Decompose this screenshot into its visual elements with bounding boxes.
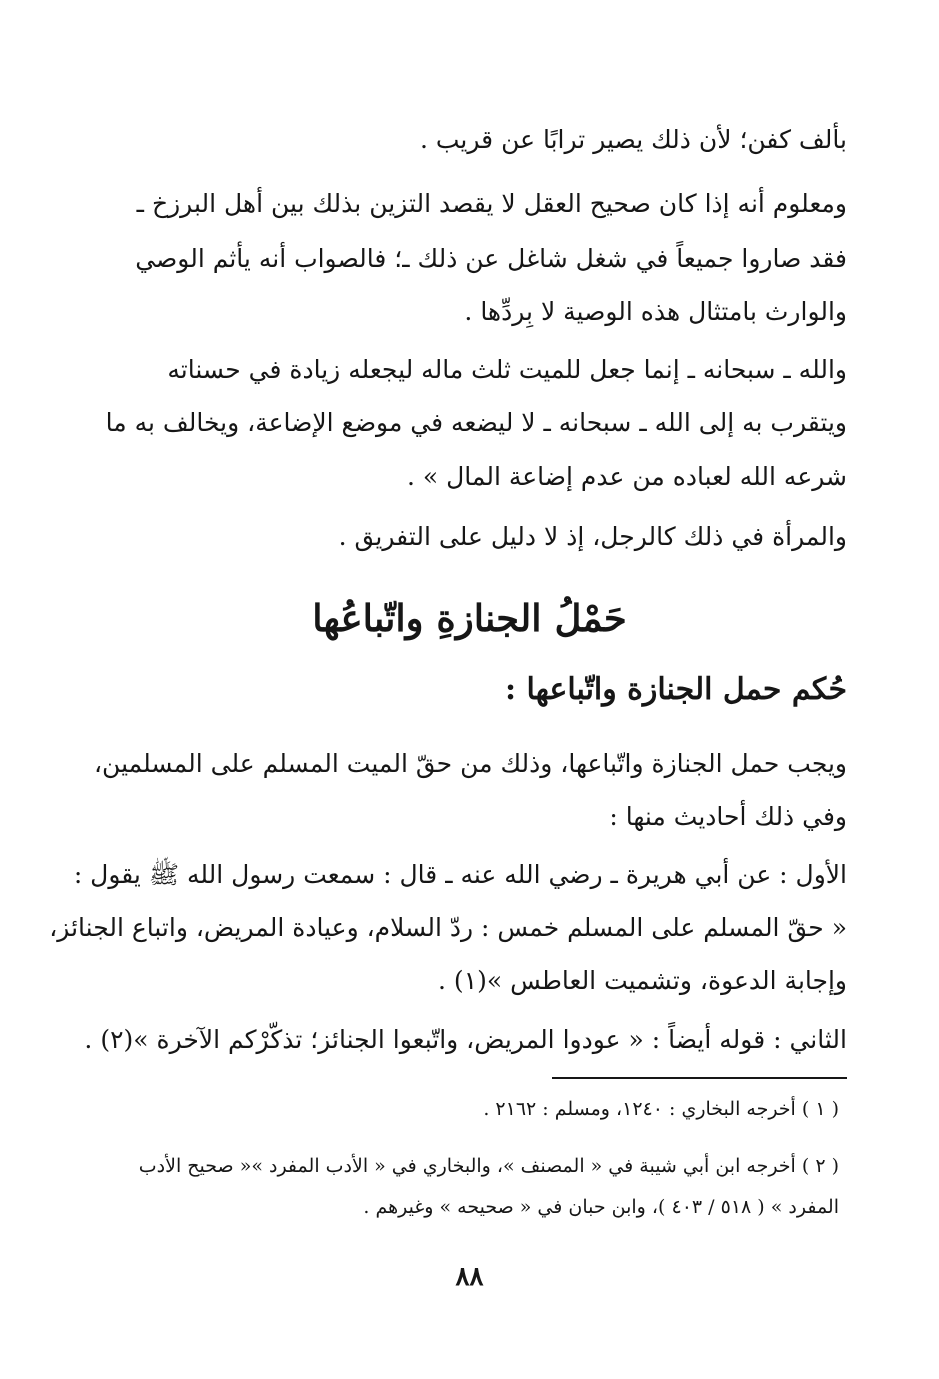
paragraph-line: ويجب حمل الجنازة واتّباعها، وذلك من حقّ الميت المسلم على المسلمين،	[93, 749, 847, 778]
paragraph-line: والمرأة في ذلك كالرجل، إذ لا دليل على التفريق .	[338, 522, 847, 551]
section-heading: حُكم حمل الجنازة واتّباعها :	[504, 672, 847, 707]
footnote-line: ( ٢ ) أخرجه ابن أبي شيبة في « المصنف »، والبخاري في « الأدب المفرد »« صحيح الأدب	[138, 1155, 839, 1177]
paragraph-line: شرعه الله لعباده من عدم إضاعة المال » .	[406, 462, 847, 491]
paragraph-line: فقد صاروا جميعاً في شغل شاغل عن ذلك ـ؛ فالصواب أنه يأثم الوصي	[135, 244, 847, 273]
paragraph-line: ويتقرب به إلى الله ـ سبحانه ـ لا ليضعه في موضع الإضاعة، ويخالف به ما	[105, 408, 847, 437]
chapter-heading: حَمْلُ الجنازةِ واتّباعُها	[312, 596, 627, 640]
paragraph-line: « حقّ المسلم على المسلم خمس : ردّ السلام، وعيادة المريض، واتباع الجنائز،	[49, 913, 847, 942]
paragraph-line: والله ـ سبحانه ـ إنما جعل للميت ثلث ماله ليجعله زيادة في حسناته	[167, 355, 847, 384]
footnote-line: المفرد » ( ٥١٨ / ٤٠٣ )، وابن حبان في « صحيحه » وغيرهم .	[363, 1196, 839, 1218]
paragraph-line: الأول : عن أبي هريرة ـ رضي الله عنه ـ قال : سمعت رسول الله ﷺ يقول :	[73, 860, 847, 889]
paragraph-line: الثاني : قوله أيضاً : « عودوا المريض، واتّبعوا الجنائز؛ تذكّرْكم الآخرة »(٢) .	[84, 1025, 847, 1054]
page-number: ٨٨	[455, 1262, 484, 1292]
footnote-line: ( ١ ) أخرجه البخاري : ١٢٤٠، ومسلم : ٢١٦٢ .	[483, 1098, 839, 1120]
paragraph-line: ومعلوم أنه إذا كان صحيح العقل لا يقصد التزين بذلك بين أهل البرزخ ـ	[136, 189, 847, 218]
paragraph-line: وفي ذلك أحاديث منها :	[609, 802, 847, 831]
paragraph-line: والوارث بامتثال هذه الوصية لا بِردِّها .	[464, 297, 847, 326]
footnote-separator	[552, 1077, 847, 1079]
paragraph-line: بألف كفن؛ لأن ذلك يصير ترابًا عن قريب .	[419, 125, 847, 154]
paragraph-line: وإجابة الدعوة، وتشميت العاطس »(١) .	[438, 966, 847, 995]
